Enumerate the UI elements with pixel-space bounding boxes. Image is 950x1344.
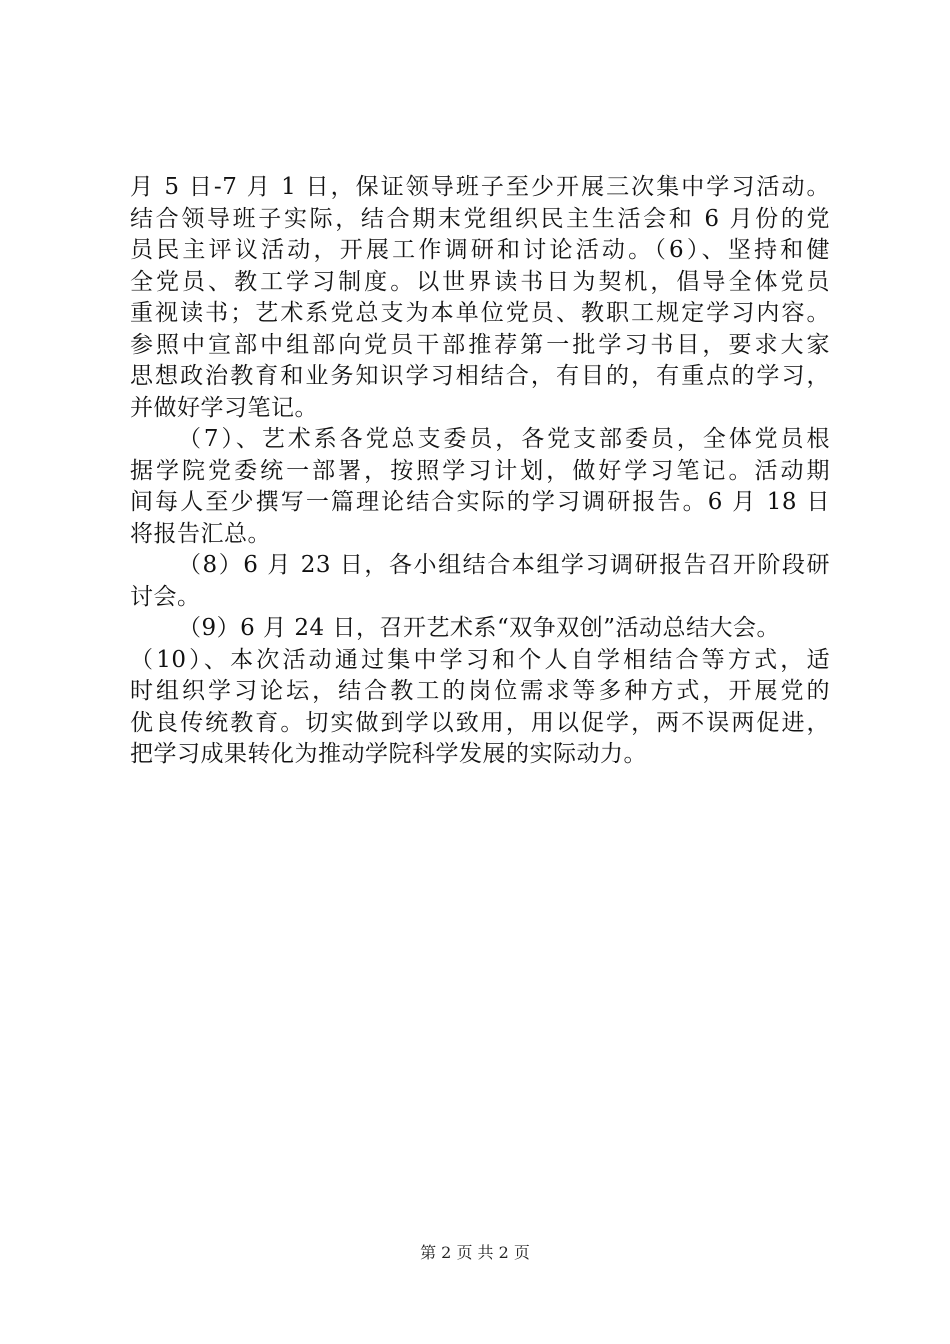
text-line: （9）6 月 24 日，召开艺术系“双争双创”活动总结大会。 [178,615,780,641]
text-line: 间每人至少撰写一篇理论结合实际的学习调研报告。6 月 18 日 [130,489,830,515]
text-line: 全党员、教工学习制度。以世界读书日为契机，倡导全体党员 [130,268,830,295]
body-text [130,172,830,771]
text-line: 优良传统教育。切实做到学以致用，用以促学，两不误两促进， [130,709,830,736]
page-number: 第 2 页 共 2 页 [420,1243,530,1262]
text-line: （7）、艺术系各党总支委员，各党支部委员，全体党员根 [178,426,830,452]
text-line: 将报告汇总。 [130,520,271,547]
text-line: 时组织学习论坛，结合教工的岗位需求等多种方式，开展党的 [130,678,830,704]
text-line: 结合领导班子实际，结合期末党组织民主生活会和 6 月份的党 [130,205,830,232]
text-line: 把学习成果转化为推动学院科学发展的实际动力。 [130,741,647,767]
text-line: 员民主评议活动，开展工作调研和讨论活动。（6）、坚持和健 [130,237,830,263]
page-footer [0,1243,950,1263]
text-line: 并做好学习笔记。 [130,394,318,421]
text-line: 参照中宣部中组部向党员干部推荐第一批学习书目，要求大家 [130,331,830,358]
text-line: 思想政治教育和业务知识学习相结合，有目的，有重点的学习， [130,363,830,389]
text-line: 重视读书；艺术系党总支为本单位党员、教职工规定学习内容。 [130,300,830,326]
text-line: （10）、本次活动通过集中学习和个人自学相结合等方式，适 [130,646,830,673]
text-line: 据学院党委统一部署，按照学习计划，做好学习笔记。活动期 [130,457,830,484]
text-line: 讨会。 [130,583,201,610]
text-line: 月 5 日-7 月 1 日，保证领导班子至少开展三次集中学习活动。 [130,174,830,200]
text-line: （8）6 月 23 日，各小组结合本组学习调研报告召开阶段研 [178,552,830,578]
